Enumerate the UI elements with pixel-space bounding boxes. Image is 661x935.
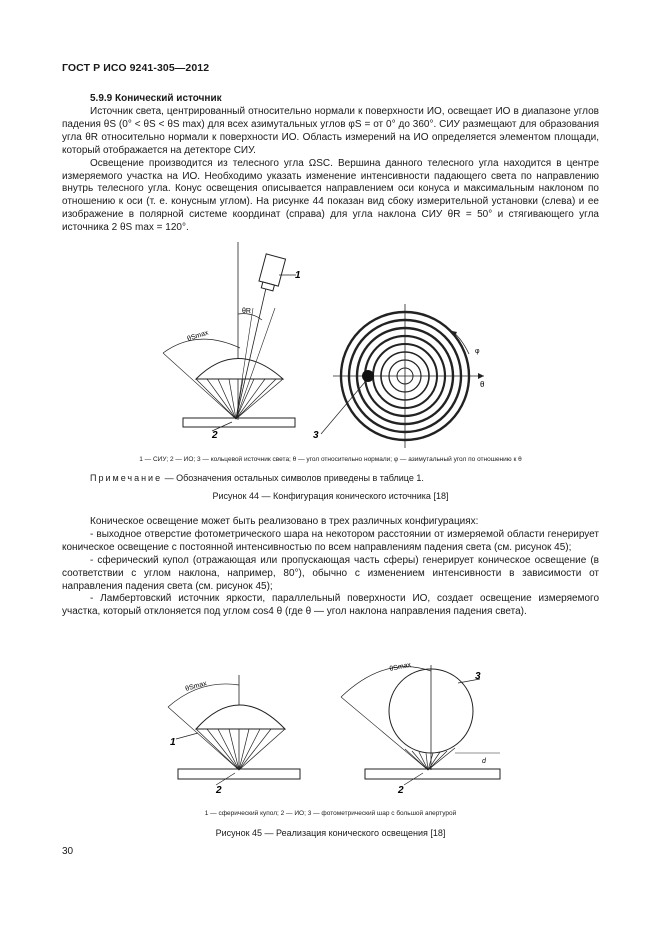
figure-44-label-3: 3 bbox=[313, 430, 319, 441]
sample-plate bbox=[183, 418, 295, 427]
detector-axis bbox=[236, 288, 266, 419]
sample-plate-left bbox=[178, 769, 300, 779]
document-header: ГОСТ Р ИСО 9241-305—2012 bbox=[62, 62, 210, 74]
page-number: 30 bbox=[62, 846, 74, 857]
theta-axis-arrow bbox=[478, 373, 484, 379]
theta-axis-label: θ bbox=[480, 380, 485, 389]
figure-44-caption: Рисунок 44 — Конфигурация конического источника [18] bbox=[212, 491, 449, 501]
cone-rays bbox=[196, 379, 283, 419]
paragraph-5: - сферический купол (отражающая или пропускающая часть сферы) генерирует коническое освещение (в соответствии с углом наклона, например, 80°), обычно с изменением интенсивности в зависимости от направления падения света (см. рисунок 45); bbox=[62, 554, 599, 592]
photometric-sphere-config bbox=[341, 665, 500, 785]
figure-45-caption: Рисунок 45 — Реализация конического освещения [18] bbox=[215, 828, 446, 838]
paragraph-2: Освещение производится из телесного угла ΩSC. Вершина данного телесного угла находится в центре измеряемого участка на ИО. Необходимо указать изменение интенсивности падающего света по направлению внутрь телесного угла. Конус освещения описывается направлением оси конуса и максимальным наклоном по отношению к оси (т. е. конусным углом). На рисунке 44 показан вид сбоку измерительной установки (слева) и ее изображение в полярной системе координат (справа) для угла наклона СИУ θR = 50° и стягивающего угла источника 2 θS max = 120°. bbox=[62, 157, 599, 234]
aperture-d-label: d bbox=[482, 758, 486, 765]
note-text: — Обозначения остальных символов приведены в таблице 1. bbox=[162, 473, 424, 483]
text-block-1 bbox=[62, 106, 599, 235]
paragraph-3: Коническое освещение может быть реализовано в трех различных конфигурациях: bbox=[90, 516, 479, 527]
paragraph-4: - выходное отверстие фотометрического шара на некотором расстоянии от измеряемой области генерирует коническое освещение с постоянной интенсивностью по всем направлениям падения света (см. рисунок 45); bbox=[62, 528, 599, 553]
figure-44-legend: 1 — СИУ; 2 — ИО; 3 — кольцевой источник света; θ — угол относительно нормали; φ — азимутальный угол по отношению к θ bbox=[139, 456, 522, 463]
side-view bbox=[163, 242, 296, 431]
polar-view bbox=[321, 304, 484, 448]
figure-45-diagram bbox=[0, 655, 661, 805]
paragraph-6: - Ламбертовский источник яркости, параллельный поверхности ИО, создает освещение измеряемого участка, который отклоняется под углом cos4 θ (где θ — угол наклона направления падения света). bbox=[62, 593, 599, 618]
figure-45-label-2b: 2 bbox=[398, 785, 404, 796]
detector-siu bbox=[257, 254, 285, 292]
figure-45-label-1: 1 bbox=[170, 737, 176, 748]
theta-max-label: θSmax bbox=[186, 329, 210, 343]
detector-position-dot bbox=[362, 370, 374, 382]
ring-source-dome bbox=[196, 359, 283, 380]
figure-45-theta-max-right: θSmax bbox=[388, 661, 412, 673]
section-title: 5.9.9 Конический источник bbox=[90, 93, 222, 104]
figure-45-theta-max-left: θSmax bbox=[184, 680, 208, 693]
figure-45-legend: 1 — сферический купол; 2 — ИО; 3 — фотометрический шар с большой апертурой bbox=[204, 810, 457, 817]
paragraph-1: Источник света, центрированный относительно нормали к поверхности ИО, освещает ИО в диапазоне углов падения θS (0° < θS < θS max) для всех азимутальных углов φS = от 0° до 360°. СИУ размещают для образования угла θR относительно нормали к поверхности ИО. Область измерений на ИО определяется элементом площади, который отображается на детекторе СИУ. bbox=[62, 106, 599, 156]
dome-rays bbox=[196, 729, 285, 770]
figure-45-label-3: 3 bbox=[475, 671, 481, 682]
figure-45-label-2: 2 bbox=[216, 785, 222, 796]
figure-44-label-2: 2 bbox=[212, 430, 218, 441]
figure-44-diagram bbox=[0, 238, 661, 453]
figure-44-note bbox=[90, 473, 424, 483]
text-block-2 bbox=[62, 516, 599, 619]
note-label: Примечание bbox=[90, 473, 163, 483]
figure-44-label-1: 1 bbox=[295, 270, 301, 281]
phi-axis-label: φ bbox=[475, 348, 480, 355]
sample-plate-right bbox=[365, 769, 500, 779]
theta-r-label: θR bbox=[242, 308, 251, 315]
spherical-dome bbox=[196, 705, 285, 729]
